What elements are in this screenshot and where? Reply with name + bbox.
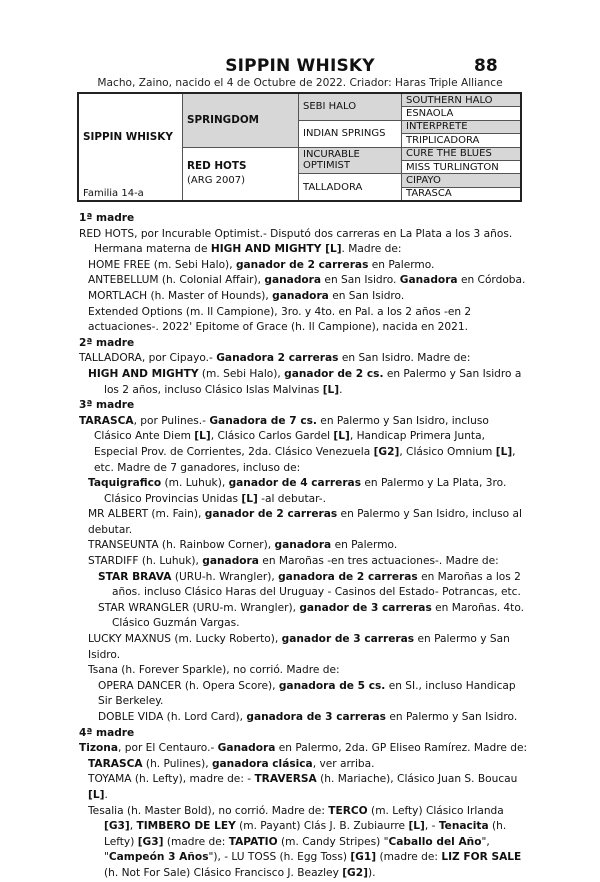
paragraph [79, 772, 529, 803]
bold-text: ganador de 2 cs. [284, 367, 384, 380]
bold-text: STAR BRAVA [98, 570, 172, 583]
bold-text: [L] [241, 492, 258, 505]
text-segment: en Palermo. [368, 258, 435, 271]
paragraph [79, 227, 529, 258]
bold-text: [L] [333, 430, 350, 443]
text-segment: ANTEBELLUM (h. Colonial Affair), [88, 274, 265, 287]
text-segment: , [129, 820, 137, 833]
text-segment: en Palermo y La Plata, 3ro. Clásico Provincias Unidas [104, 477, 507, 505]
text-segment: (URU-h. Wrangler), [171, 570, 279, 583]
text-segment: en San Isidro. [328, 289, 405, 302]
bold-text: HIGH AND MIGHTY [L] [210, 243, 342, 256]
pedigree-sire-sire: SEBI HALO [299, 93, 402, 120]
bold-text: ganador de 3 carreras [299, 601, 432, 614]
bold-text: ganadora [264, 274, 322, 287]
text-segment: en San Isidro. [321, 274, 400, 287]
section-heading: 1ª madre [79, 212, 135, 224]
bold-text: Campeón 3 Años [108, 851, 209, 864]
pedigree-horse-name: SIPPIN WHISKY [83, 131, 173, 143]
paragraph [79, 710, 529, 726]
text-segment: OPERA DANCER (h. Opera Score), [98, 679, 279, 692]
bold-text: Tenacita [438, 820, 489, 833]
bold-text: [L] [194, 430, 211, 443]
text-segment: (madre de: [163, 835, 229, 848]
pedigree-table [77, 92, 522, 202]
paragraph: Tsana (h. Forever Sparkle), no corrió. Madre de: [88, 664, 340, 677]
pedigree-dam-origin: (ARG 2007) [187, 175, 245, 187]
pedigree-gen4-cell: MISS TURLINGTON [402, 160, 522, 173]
text-segment: , Handicap Primera Junta, Especial Prov. de Corrientes, 2da. Clásico Venezuela [94, 430, 485, 458]
bold-text: TARASCA [79, 414, 134, 427]
bold-text: ganadora [274, 539, 332, 552]
paragraph [79, 273, 529, 289]
paragraph [79, 757, 529, 773]
text-segment: en Palermo y San Isidro. [385, 711, 518, 723]
text-segment: en Maroñas. 4to. Clásico Guzmán Vargas. [112, 601, 524, 630]
text-segment: TRANSEUNTA (h. Rainbow Corner), [88, 539, 275, 552]
paragraph [79, 632, 529, 663]
bold-text: [L] [495, 445, 513, 458]
bold-text: [G3] [104, 820, 130, 833]
bold-text: Taquigrafico [88, 477, 162, 490]
bold-text: Ganadora 2 carreras [216, 352, 339, 365]
text-segment: LUCKY MAXNUS (m. Lucky Roberto), [88, 633, 282, 646]
bold-text: [G1] [350, 851, 377, 864]
text-segment: STAR WRANGLER (URU-m. Wrangler), [98, 601, 300, 614]
text-segment: STARDIFF (h. Luhuk), [88, 555, 203, 568]
section-heading: 3ª madre [79, 399, 135, 412]
text-segment: en Palermo y San Isidro a los 2 años, incluso Clásico Islas Malvinas [104, 367, 522, 396]
text-segment: . [339, 383, 343, 396]
text-segment: -al debutar-. [257, 492, 326, 505]
bold-text: TIMBERO DE LEY [136, 820, 236, 833]
bold-text: ganadora [202, 555, 259, 568]
text-segment: . [104, 788, 108, 801]
text-segment: (h. Pulines), [142, 757, 212, 770]
text-segment: en Maroñas a los 2 años. incluso Clásico Haras del Uruguay - Casinos del Estado- Potrancas, etc. [112, 570, 521, 599]
text-segment: ). [367, 866, 376, 879]
bold-text: ganadora de 5 cs. [278, 679, 386, 692]
text-segment: (m. Lefty) Clásico Irlanda [367, 804, 504, 817]
paragraph [79, 679, 529, 710]
text-segment: , Clásico Omnium [399, 445, 496, 458]
horse-subtitle: Macho, Zaino, nacido el 4 de Octubre de 2022. Criador: Haras Triple Alliance [97, 77, 503, 89]
pedigree-gen4-cell: TRIPLICADORA [402, 134, 522, 147]
paragraph [79, 554, 529, 570]
pedigree-sire-cell [183, 93, 299, 147]
text-segment: (h. Mariache), Clásico Juan S. Boucau [316, 773, 518, 786]
text-segment: , Clásico Carlos Gardel [210, 430, 334, 443]
paragraph [79, 538, 529, 554]
text-segment: RED HOTS, por Incurable Optimist.- Disputó dos carreras en La Plata a los 3 años. Hermana materna de [79, 227, 513, 256]
pedigree-gen4-cell: TARASCA [402, 187, 522, 201]
text-segment: (m. Luhuk), [161, 477, 229, 490]
bold-text: ganadora [272, 289, 329, 302]
paragraph [79, 476, 529, 507]
text-segment: en Palermo, 2da. GP Eliseo Ramírez. Madre de: [275, 742, 528, 755]
pedigree-gen4-cell: ESNAOLA [402, 107, 522, 120]
bold-text: ganadora de 2 carreras [278, 570, 418, 583]
bold-text: [L] [408, 820, 425, 833]
bold-text: TERCO [328, 804, 368, 817]
text-segment: DOBLE VIDA (h. Lord Card), [98, 711, 247, 723]
paragraph [79, 804, 529, 882]
text-segment: TALLADORA, por Cipayo.- [79, 352, 217, 365]
bold-text: ganador de 4 carreras [228, 477, 362, 490]
text-segment: HOME FREE (m. Sebi Halo), [88, 258, 236, 271]
text-segment: TOYAMA (h. Lefty), madre de: - [88, 773, 255, 786]
text-segment: MR ALBERT (m. Fain), [88, 508, 205, 521]
pedigree-gen4-cell: CIPAYO [402, 174, 522, 187]
bold-text: LIZ FOR SALE [441, 851, 522, 864]
pedigree-gen4-cell: CURE THE BLUES [402, 147, 522, 160]
bold-text: ganador de 2 carreras [235, 258, 369, 271]
text-segment: , por Pulines.- [133, 414, 210, 427]
dam-line-body [79, 211, 529, 882]
text-segment: "), - LU TOSS (h. Egg Toss) [208, 851, 351, 864]
pedigree-family: Familia 14-a [83, 188, 144, 200]
bold-text: HIGH AND MIGHTY [88, 367, 199, 380]
paragraph [79, 367, 529, 398]
bold-text: TAPATIO [228, 835, 278, 848]
text-segment: (h. Not For Sale) Clásico Francisco J. Beazley [104, 866, 343, 879]
paragraph [79, 741, 529, 757]
text-segment: en Palermo y San Isidro, incluso al debutar. [88, 508, 522, 536]
paragraph [79, 289, 529, 305]
bold-text: Ganadora de 7 cs. [209, 414, 317, 427]
bold-text: Ganadora [399, 274, 458, 287]
pedigree-dam: RED HOTS [187, 160, 247, 173]
paragraph [79, 351, 529, 367]
text-segment: Tesalia (h. Master Bold), no corrió. Madre de: [88, 804, 329, 817]
pedigree-horse-cell [78, 93, 183, 201]
text-segment: , ver arriba. [312, 757, 375, 770]
text-segment: . Madre de: [341, 243, 402, 256]
bold-text: TRAVERSA [254, 773, 317, 786]
text-segment: ", " [104, 835, 490, 864]
lot-number: 88 [474, 56, 498, 76]
pedigree-dam-cell [183, 147, 299, 201]
pedigree-dam-dam: TALLADORA [299, 174, 402, 201]
pedigree-gen4-cell: SOUTHERN HALO [402, 93, 522, 107]
text-segment: en Palermo y San Isidro. [88, 633, 510, 661]
bold-text: [G2] [342, 866, 368, 879]
text-segment: en Palermo. [331, 539, 398, 552]
paragraph [79, 601, 529, 632]
bold-text: Ganadora [217, 742, 276, 755]
paragraph [79, 258, 529, 274]
paragraph [79, 570, 529, 601]
page-title: SIPPIN WHISKY [225, 56, 375, 76]
text-segment: en SI., incluso Handicap Sir Berkeley. [98, 679, 516, 708]
bold-text: TARASCA [88, 757, 143, 770]
text-segment: MORTLACH (h. Master of Hounds), [88, 289, 273, 302]
text-segment: (m. Candy Stripes) " [277, 835, 389, 848]
text-segment: , etc. Madre de 7 ganadores, incluso de: [94, 445, 516, 474]
bold-text: ganadora clásica [211, 757, 313, 770]
pedigree-dam-sire: INCURABLE OPTIMIST [299, 147, 402, 174]
bold-text: ganador de 2 carreras [204, 508, 338, 521]
paragraph [79, 507, 529, 538]
text-segment: en San Isidro. Madre de: [338, 352, 471, 365]
text-segment: , - [424, 820, 439, 833]
text-segment: en Córdoba. [457, 274, 526, 287]
bold-text: ganadora de 3 carreras [246, 711, 386, 723]
text-segment: , por El Centauro.- [118, 742, 218, 755]
text-segment: (h. Lefty) [104, 820, 507, 848]
bold-text: Caballo del Año [388, 835, 482, 848]
pedigree-gen4-cell: INTERPRETE [402, 120, 522, 133]
bold-text: [G3] [137, 835, 164, 848]
bold-text: ganador de 3 carreras [281, 633, 415, 646]
bold-text: [G2] [373, 445, 400, 458]
pedigree-sire: SPRINGDOM [187, 113, 259, 126]
text-segment: en Palermo y San Isidro, incluso Clásico Ante Diem [94, 414, 489, 443]
paragraph [79, 414, 529, 476]
section-heading: 2ª madre [79, 336, 135, 349]
text-segment: (m. Sebi Halo), [198, 367, 285, 380]
pedigree-sire-dam: INDIAN SPRINGS [299, 120, 402, 147]
paragraph: Extended Options (m. Il Campione), 3ro. y 4to. en Pal. a los 2 años -en 2 actuaciones-. 2022' Epitome of Grace (h. Il Campione), nacida en 2021. [88, 305, 472, 334]
text-segment: (m. Payant) Clás J. B. Zubiaurre [235, 820, 409, 833]
text-segment: en Maroñas -en tres actuaciones-. Madre de: [258, 555, 499, 568]
section-heading: 4ª madre [79, 726, 135, 739]
bold-text: [L] [88, 788, 105, 801]
text-segment: (madre de: [376, 851, 442, 864]
bold-text: Tizona [79, 742, 118, 755]
bold-text: [L] [322, 383, 340, 396]
